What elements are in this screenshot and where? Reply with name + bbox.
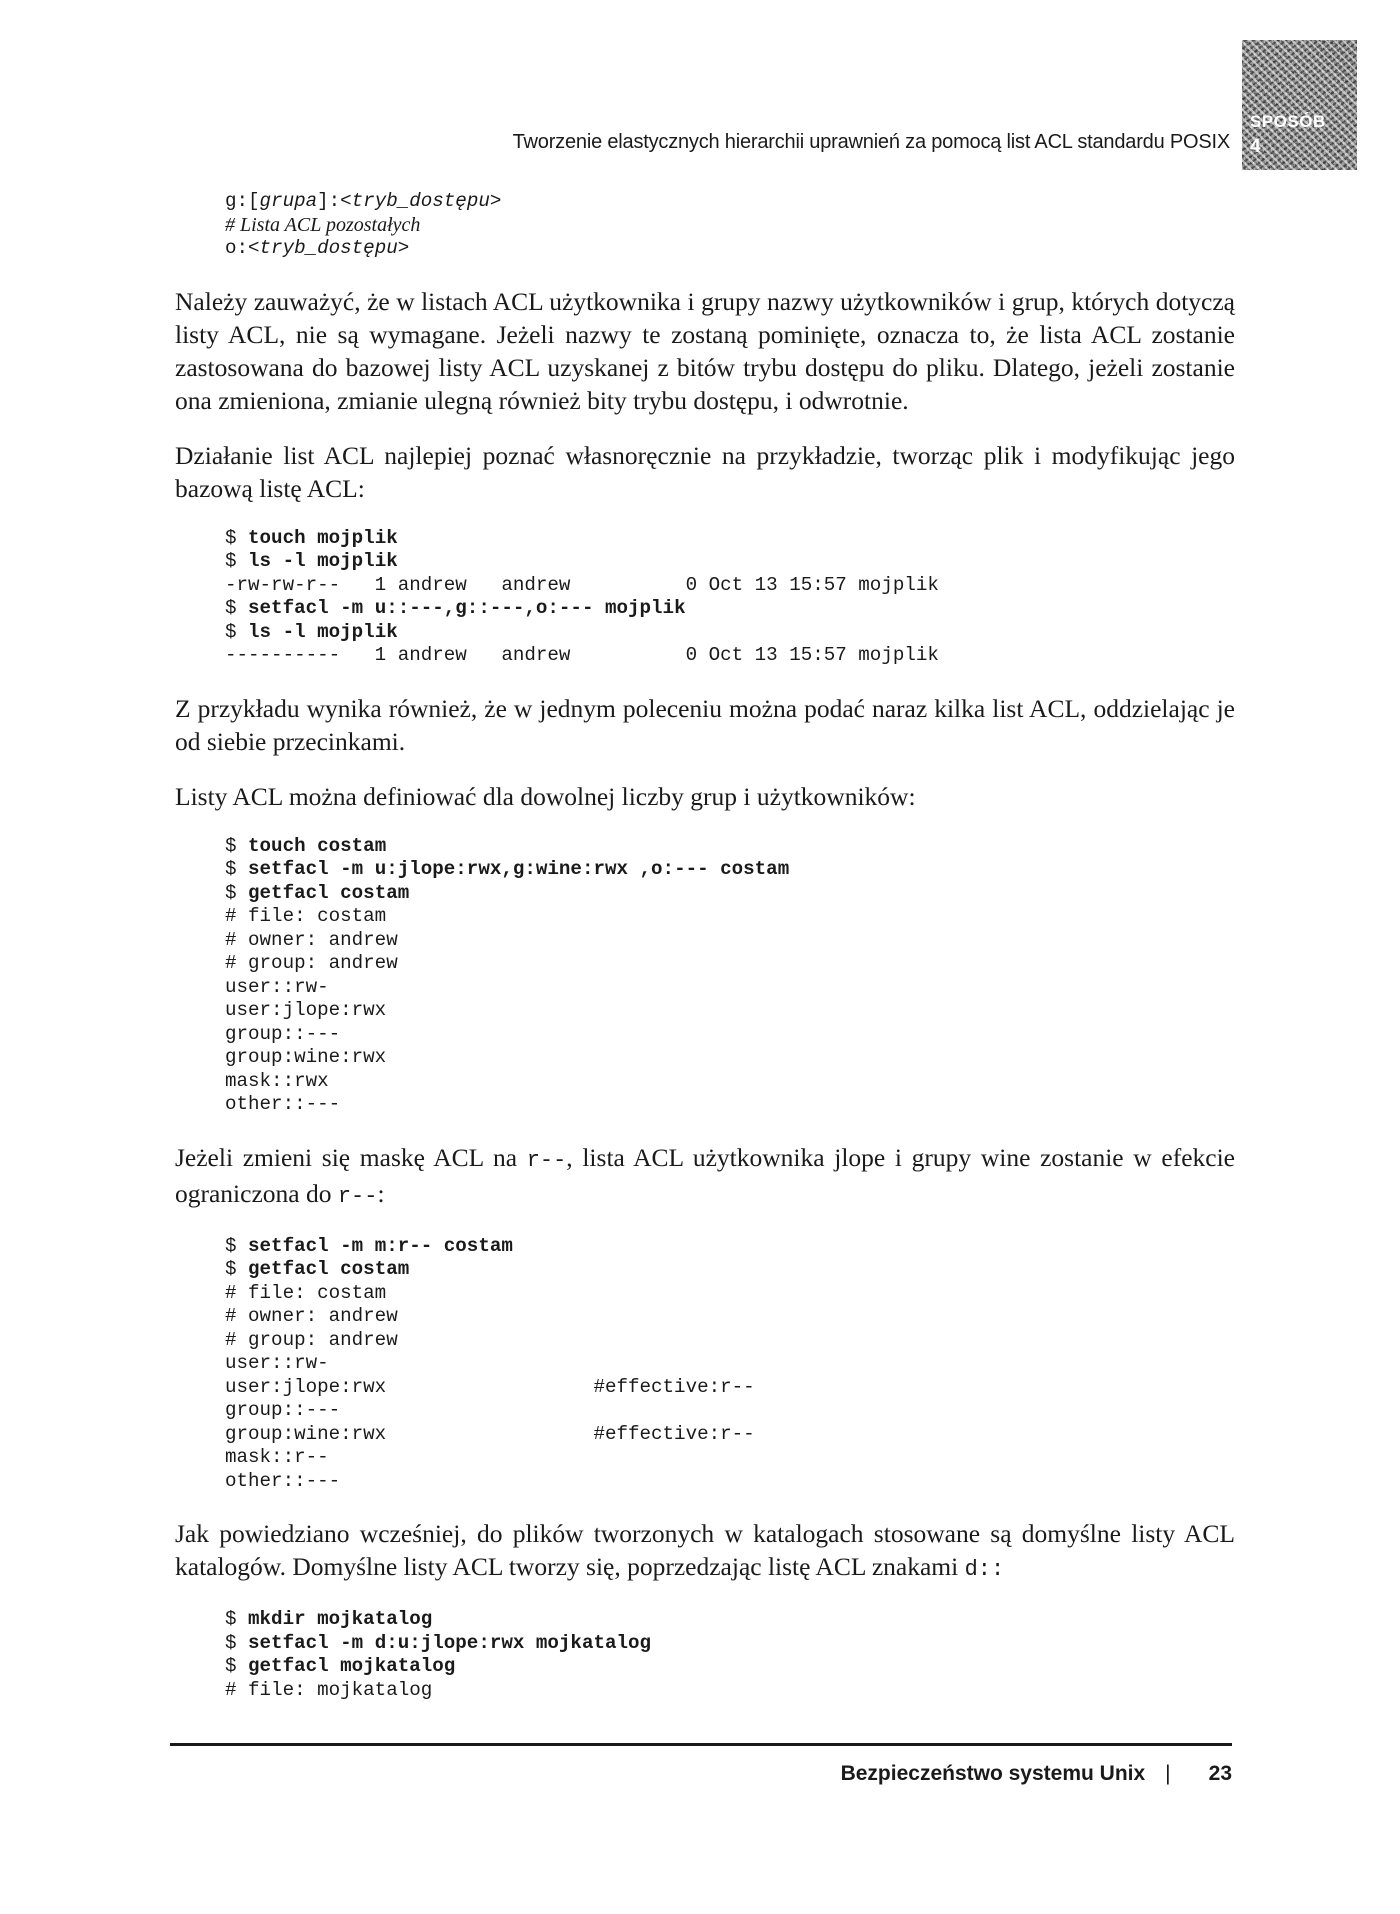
code-text: ]:< xyxy=(317,190,352,212)
output-text: user:jlope:rwx xyxy=(225,999,387,1021)
inline-code: r-- xyxy=(337,1183,378,1209)
command-text: setfacl -m d:u:jlope:rwx mojkatalog xyxy=(248,1631,652,1654)
prompt-symbol: $ xyxy=(225,620,249,643)
output-text: user::rw- xyxy=(225,975,329,998)
text-run: Jak powiedziano wcześniej, do plików tworzonych w katalogach stosowane są domyślne listy ACL katalogów. Domyślne listy ACL tworzy się, poprzedzając listę ACL znakami xyxy=(175,1519,1235,1581)
code-block-4 xyxy=(225,1608,1235,1702)
prompt-symbol: $ xyxy=(225,526,249,549)
output-text: other::--- xyxy=(225,1093,341,1115)
prompt-symbol: $ xyxy=(225,858,249,880)
code-line xyxy=(225,905,1235,929)
output-text: other::--- xyxy=(225,1469,341,1492)
command-text: ls -l mojplik xyxy=(248,620,398,643)
code-line xyxy=(225,1258,1235,1282)
badge-label: SPOSÓB xyxy=(1250,112,1326,131)
code-line xyxy=(225,952,1235,976)
output-text: -rw-rw-r-- 1 andrew andrew 0 Oct 13 15:57 mojplik xyxy=(225,573,939,596)
paragraph-3: Z przykładu wynika również, że w jednym poleceniu można podać naraz kilka list ACL, oddzielając je od siebie przecinkami. xyxy=(175,693,1235,756)
footer-rule xyxy=(170,1743,1232,1746)
text-run: , lista ACL użytkownika jlope i grupy wine zostanie w efekcie ograniczona do xyxy=(175,1142,1235,1208)
prompt-symbol: $ xyxy=(225,1631,249,1654)
command-text: getfacl costam xyxy=(248,1258,410,1280)
prompt-symbol: $ xyxy=(225,1234,249,1257)
prompt-symbol: $ xyxy=(225,881,249,904)
code-line xyxy=(225,1093,1235,1117)
code-line xyxy=(225,1399,1235,1423)
code-line xyxy=(225,1023,1235,1047)
code-line xyxy=(225,1352,1235,1376)
code-line xyxy=(225,1046,1235,1070)
output-text: group:wine:rwx xyxy=(225,1046,387,1068)
page-footer xyxy=(700,1762,1232,1786)
code-line xyxy=(225,1679,1235,1703)
command-text: getfacl mojkatalog xyxy=(248,1655,456,1677)
command-text: setfacl -m u:jlope:rwx,g:wine:rwx ,o:--- costam xyxy=(248,858,790,880)
code-line xyxy=(225,1632,1235,1656)
code-placeholder: tryb_dostępu xyxy=(351,190,490,212)
output-text: # group: andrew xyxy=(225,952,398,974)
code-line xyxy=(225,237,1235,261)
code-line xyxy=(225,214,1235,238)
code-block-1 xyxy=(225,527,1235,668)
paragraph-6 xyxy=(175,1517,1235,1586)
code-line xyxy=(225,882,1235,906)
command-text: touch mojplik xyxy=(248,526,398,549)
code-line xyxy=(225,1446,1235,1470)
command-text: getfacl costam xyxy=(248,881,410,904)
text-run: : xyxy=(377,1178,385,1208)
command-text: touch costam xyxy=(248,834,387,857)
code-text: g:[ xyxy=(225,190,260,212)
code-line xyxy=(225,1423,1235,1447)
paragraph-4: Listy ACL można definiować dla dowolnej liczby grup i użytkowników: xyxy=(175,781,916,811)
output-text: group::--- xyxy=(225,1022,341,1045)
output-text: mask::r-- xyxy=(225,1446,329,1468)
code-line xyxy=(225,858,1235,882)
code-block-intro xyxy=(225,190,1235,261)
prompt-symbol: $ xyxy=(225,834,249,857)
running-header: Tworzenie elastycznych hierarchii uprawnień za pomocą list ACL standardu POSIX xyxy=(512,131,1230,153)
output-text: # file: costam xyxy=(225,905,387,927)
code-line xyxy=(225,835,1235,859)
command-text: setfacl -m m:r-- costam xyxy=(248,1234,513,1257)
code-line xyxy=(225,527,1235,551)
inline-code: d:: xyxy=(964,1557,1005,1582)
code-line xyxy=(225,1608,1235,1632)
output-text: user:jlope:rwx #effective:r-- xyxy=(225,1375,755,1398)
prompt-symbol: $ xyxy=(225,1655,249,1677)
code-line xyxy=(225,929,1235,953)
code-block-2 xyxy=(225,835,1235,1117)
output-text: # file: costam xyxy=(225,1281,387,1304)
code-line xyxy=(225,574,1235,598)
code-line xyxy=(225,976,1235,1000)
section-badge xyxy=(1242,40,1357,170)
code-placeholder: tryb_dostępu xyxy=(259,237,398,259)
output-text: # owner: andrew xyxy=(225,1305,398,1327)
code-placeholder: grupa xyxy=(259,190,318,212)
paragraph-2: Działanie list ACL najlepiej poznać własnoręcznie na przykładzie, tworząc plik i modyfikując jego bazową listę ACL: xyxy=(175,440,1235,503)
code-line xyxy=(225,1470,1235,1494)
code-text: o:< xyxy=(225,237,260,259)
command-text: setfacl -m u::---,g::---,o:--- mojplik xyxy=(248,597,686,619)
code-line xyxy=(225,621,1235,645)
badge-number: 4 xyxy=(1250,136,1261,157)
code-line xyxy=(225,1070,1235,1094)
code-line xyxy=(225,1376,1235,1400)
output-text: group:wine:rwx #effective:r-- xyxy=(225,1422,755,1445)
output-text: ---------- 1 andrew andrew 0 Oct 13 15:57 mojplik xyxy=(225,644,939,666)
code-line xyxy=(225,644,1235,668)
prompt-symbol: $ xyxy=(225,1258,249,1280)
page-body xyxy=(175,190,1235,1726)
output-text: # owner: andrew xyxy=(225,928,398,951)
code-text: > xyxy=(397,237,410,259)
book-title: Bezpieczeństwo systemu Unix xyxy=(840,1762,1146,1785)
output-text: mask::rwx xyxy=(225,1069,329,1092)
code-line xyxy=(225,1305,1235,1329)
output-text: # group: andrew xyxy=(225,1328,398,1351)
paragraph-5 xyxy=(175,1141,1235,1213)
text-run: Jeżeli zmieni się maskę ACL na xyxy=(175,1142,527,1172)
code-line xyxy=(225,597,1235,621)
code-line xyxy=(225,190,1235,214)
code-block-3 xyxy=(225,1235,1235,1494)
output-text: user::rw- xyxy=(225,1352,329,1374)
footer-separator: | xyxy=(1165,1762,1171,1785)
command-text: mkdir mojkatalog xyxy=(248,1608,433,1630)
output-text: # file: mojkatalog xyxy=(225,1678,433,1701)
prompt-symbol: $ xyxy=(225,550,249,572)
inline-code: r-- xyxy=(526,1147,567,1173)
page-number: 23 xyxy=(1208,1762,1232,1785)
code-line xyxy=(225,1282,1235,1306)
command-text: ls -l mojplik xyxy=(248,550,398,572)
code-comment: # Lista ACL pozostałych xyxy=(225,213,421,236)
prompt-symbol: $ xyxy=(225,1608,249,1630)
code-line xyxy=(225,999,1235,1023)
code-text: > xyxy=(489,190,502,212)
code-line xyxy=(225,550,1235,574)
paragraph-1: Należy zauważyć, że w listach ACL użytkownika i grupy nazwy użytkowników i grup, których dotyczą listy ACL, nie są wymagane. Jeżeli nazwy te zostaną pominięte, oznacza to, że lista ACL zostanie zastosowana do bazowej listy ACL uzyskanej z bitów trybu dostępu do pliku. Dlatego, jeżeli zostanie ona zmieniona, zmianie ulegną również bity trybu dostępu, i odwrotnie. xyxy=(175,286,1235,415)
code-line xyxy=(225,1235,1235,1259)
output-text: group::--- xyxy=(225,1399,341,1421)
code-line xyxy=(225,1329,1235,1353)
code-line xyxy=(225,1655,1235,1679)
prompt-symbol: $ xyxy=(225,597,249,619)
